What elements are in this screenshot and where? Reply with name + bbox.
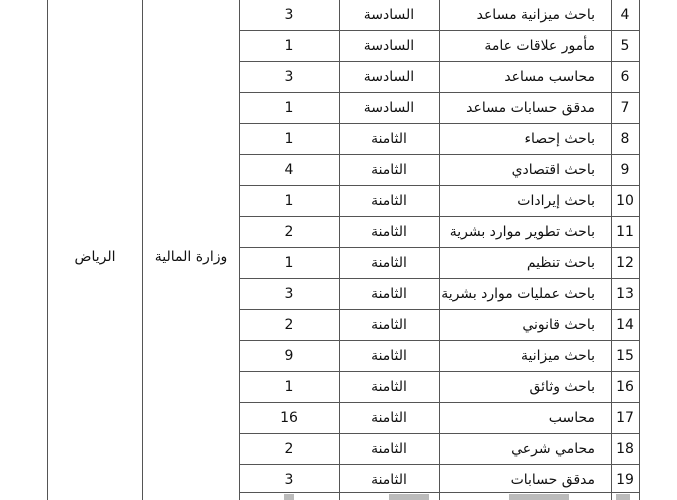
row-number: 14 [616,317,634,333]
job-grade: الثامنة [371,193,407,209]
job-grade: الثامنة [371,441,407,457]
position-count: 1 [284,131,294,147]
job-title: باحث تنظيم [526,255,595,271]
row-number: 7 [620,100,630,116]
cropped-text-fragment [389,494,429,500]
table-row [239,279,639,309]
table-row [239,310,639,340]
table-row [239,0,639,30]
table-row [239,93,639,123]
table-row [239,434,639,464]
position-count: 3 [284,286,294,302]
row-number: 17 [616,410,634,426]
job-title: مدقق حسابات [510,472,595,488]
row-number: 4 [620,7,630,23]
position-count: 1 [284,193,294,209]
row-divider [239,492,639,493]
job-grade: الثامنة [371,410,407,426]
job-grade: السادسة [363,38,415,54]
table-row [239,31,639,61]
position-count: 1 [284,38,294,54]
row-number: 5 [620,38,630,54]
table-row [239,124,639,154]
cropped-text-fragment [284,494,294,500]
job-title: محاسب مساعد [504,69,595,85]
position-count: 3 [284,7,294,23]
row-number: 13 [616,286,634,302]
job-grade: الثامنة [371,131,407,147]
ministry-cell: وزارة المالية [154,249,228,265]
row-number: 12 [616,255,634,271]
job-grade: الثامنة [371,162,407,178]
position-count: 3 [284,472,294,488]
row-number: 11 [616,224,634,240]
job-title: مدقق حسابات مساعد [466,100,595,116]
position-count: 1 [284,255,294,271]
position-count: 1 [284,100,294,116]
cropped-text-fragment [616,494,630,500]
position-count: 9 [284,348,294,364]
table-row [239,217,639,247]
cropped-next-row [239,494,639,500]
job-title: باحث قانوني [522,317,595,333]
position-count: 2 [284,224,294,240]
row-number: 9 [620,162,630,178]
row-number: 19 [616,472,634,488]
table-row [239,341,639,371]
job-grade: الثامنة [371,286,407,302]
job-title: محاسب [548,410,595,426]
position-count: 2 [284,441,294,457]
table-row [239,465,639,495]
position-count: 3 [284,69,294,85]
job-title: باحث ميزانية مساعد [476,7,595,23]
job-title: باحث اقتصادي [511,162,595,178]
table-row [239,248,639,278]
job-grade: الثامنة [371,348,407,364]
position-count: 2 [284,317,294,333]
job-title: باحث عمليات موارد بشرية [441,286,595,302]
job-grade: الثامنة [371,255,407,271]
position-count: 4 [284,162,294,178]
table-row [239,186,639,216]
city-cell: الرياض [74,249,116,265]
job-grade: الثامنة [371,379,407,395]
job-grade: الثامنة [371,472,407,488]
position-count: 1 [284,379,294,395]
job-title: باحث وثائق [529,379,595,395]
table-row [239,155,639,185]
row-number: 8 [620,131,630,147]
table-border-right [639,0,640,500]
row-number: 10 [616,193,634,209]
row-number: 18 [616,441,634,457]
job-grade: الثامنة [371,224,407,240]
table-row [239,372,639,402]
row-number: 15 [616,348,634,364]
row-number: 16 [616,379,634,395]
job-grade: الثامنة [371,317,407,333]
job-title: مأمور علاقات عامة [484,38,595,54]
job-title: محامي شرعي [511,441,595,457]
job-title: باحث ميزانية [521,348,595,364]
table-row [239,62,639,92]
job-title: باحث تطوير موارد بشرية [449,224,595,240]
cropped-text-fragment [509,494,569,500]
row-number: 6 [620,69,630,85]
job-grade: السادسة [363,7,415,23]
job-grade: السادسة [363,69,415,85]
table-row [239,403,639,433]
job-title: باحث إحصاء [524,131,595,147]
position-count: 16 [280,410,298,426]
job-grade: السادسة [363,100,415,116]
job-title: باحث إيرادات [517,193,595,209]
